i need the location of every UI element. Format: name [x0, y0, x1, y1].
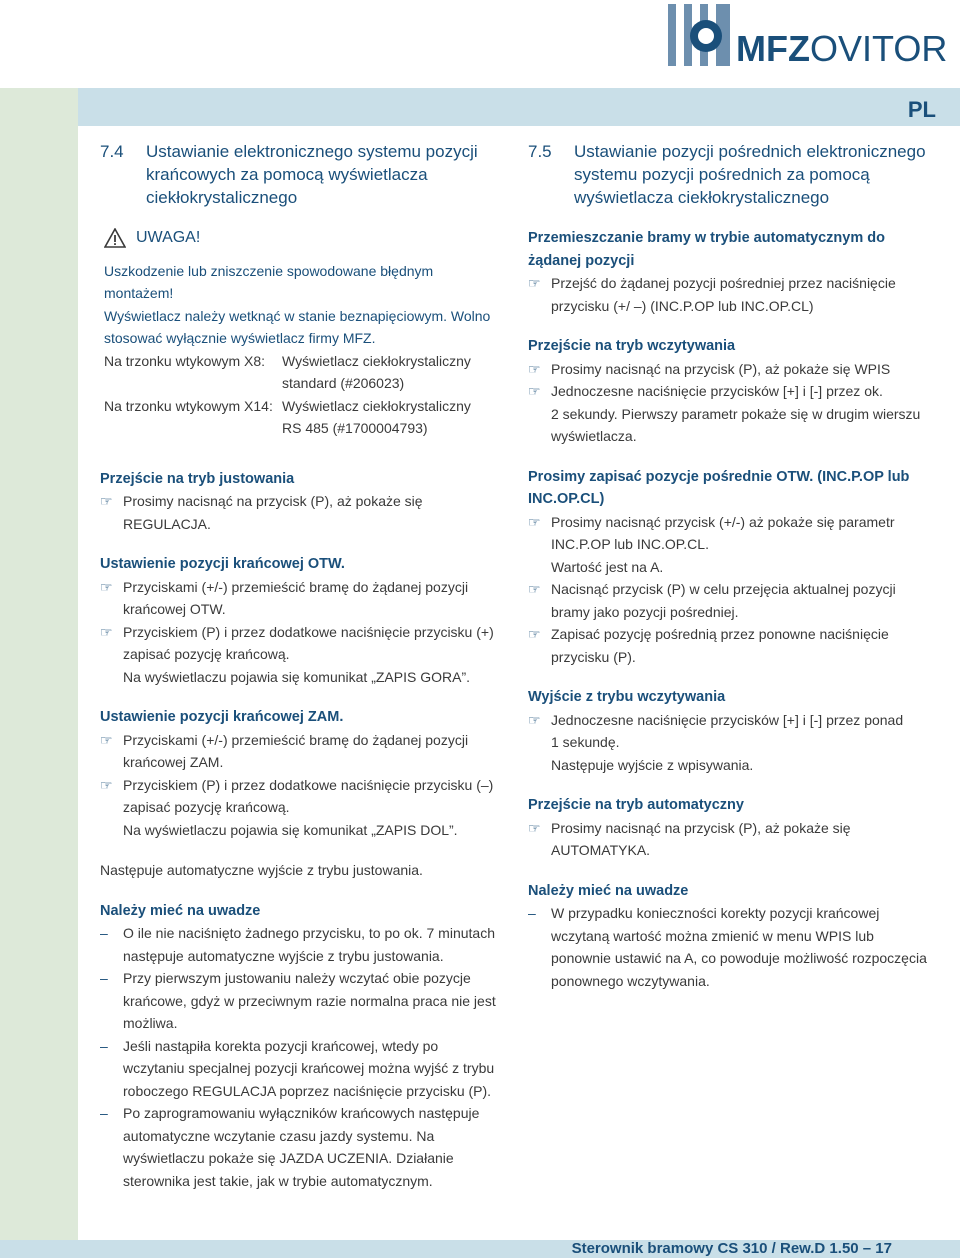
dash-icon: –	[100, 1037, 108, 1054]
logo-text-light: OVITOR	[809, 28, 948, 69]
note-text: Przy pierwszym justowaniu należy wczytać obie pozycje krańcowe, gdyż w przeciwnym razie normalna praca nie jest możliwa.	[123, 970, 496, 1031]
section-number: 7.5	[528, 142, 552, 161]
pointing-hand-icon: ☞	[100, 623, 113, 640]
connector-label: Na trzonku wtykowym X14:	[104, 397, 273, 414]
warning-text: Uszkodzenie lub zniszczenie spowodowane błędnym montażem!	[104, 262, 434, 301]
text-line: Na wyświetlaczu pojawia się komunikat „ZAPIS DOL”.	[123, 821, 458, 838]
list-item	[528, 380, 928, 448]
list-item	[100, 729, 500, 774]
pointing-hand-icon: ☞	[100, 493, 113, 509]
dash-icon: –	[528, 905, 536, 921]
pointing-hand-icon: ☞	[528, 360, 541, 377]
list-item	[100, 490, 500, 535]
list-item-text	[123, 774, 500, 842]
logo-wordmark	[736, 28, 947, 70]
text-line: Następuje wyjście z wpisywania.	[551, 756, 754, 773]
text-line: Przyciskiem (P) i przez dodatkowe naciśnięcie przycisku (+)	[123, 623, 494, 640]
pointing-hand-icon: ☞	[100, 578, 113, 595]
pointing-hand-icon: ☞	[100, 776, 113, 793]
dash-icon: –	[100, 970, 108, 986]
header-band	[78, 88, 960, 126]
list-item	[100, 576, 500, 621]
text-line: Jednoczesne naciśnięcie przycisków [+] i [-] przez ponad	[551, 711, 904, 728]
pointing-hand-icon: ☞	[100, 731, 113, 748]
subheading-adjust-mode: Przejście na tryb justowania	[100, 470, 295, 487]
connector-value-line: RS 485 (#1700004793)	[282, 420, 428, 436]
list-item-text: Prosimy nacisnąć na przycisk (P), aż pokaże się WPIS	[551, 360, 891, 377]
text-line: Przyciskami (+/-) przemieścić bramę do żądanej pozycji	[123, 578, 469, 595]
footer-page-label: Sterownik bramowy CS 310 / Rew.D 1.50 – 17	[571, 1240, 892, 1257]
text-line: INC.P.OP lub INC.OP.CL.	[551, 536, 709, 552]
subheading-move-gate: Przemieszczanie bramy w trybie automatycznym do żądanej pozycji	[528, 230, 885, 269]
text-line: zapisać pozycję krańcową.	[123, 799, 290, 815]
list-item-text	[123, 576, 500, 621]
list-item	[528, 623, 928, 668]
subheading-close-position: Ustawienie pozycji krańcowej ZAM.	[100, 709, 344, 725]
section-title: Ustawianie pozycji pośrednich elektronicznego systemu pozycji pośrednich za pomocą wyświetlacza ciekłokrystalicznego	[574, 142, 926, 207]
text-line: 1 sekundę.	[551, 734, 620, 750]
list-item	[528, 358, 928, 381]
dash-icon: –	[100, 1105, 108, 1121]
right-column	[528, 140, 928, 992]
list-item-text	[551, 511, 928, 579]
left-column	[100, 140, 500, 1192]
list-item-text	[551, 380, 928, 448]
text-line: zapisać pozycję krańcową.	[123, 646, 290, 662]
pointing-hand-icon: ☞	[528, 819, 541, 836]
connector-value-line: standard (#206023)	[282, 375, 405, 391]
auto-exit-text: Następuje automatyczne wyjście z trybu justowania.	[100, 862, 423, 878]
note-item	[100, 1035, 500, 1103]
note-item	[100, 1102, 500, 1192]
section-7-4-heading	[100, 140, 500, 209]
note-text: O ile nie naciśnięto żadnego przycisku, to po ok. 7 minutach następuje automatyczne wyjście z trybu justowania.	[123, 925, 495, 964]
list-item	[528, 709, 928, 777]
list-item-text: Prosimy nacisnąć na przycisk (P), aż pokaże się AUTOMATYKA.	[551, 819, 851, 858]
text-line: Przyciskami (+/-) przemieścić bramę do żądanej pozycji	[123, 731, 469, 748]
text-line: Wartość jest na A.	[551, 558, 664, 575]
section-number: 7.4	[100, 142, 124, 161]
note-text: Po zaprogramowaniu wyłączników krańcowych następuje automatyczne wczytanie czasu jazdy systemu. Na wyświetlaczu pokaże się JAZDA UCZENIA. Działanie sterownika jest takie, jak w trybie automatycznym.	[123, 1105, 480, 1189]
note-text: Jeśli nastąpiła korekta pozycji krańcowej, wtedy po wczytaniu specjalnej pozycji krańcowej można wyjść z trybu roboczego REGULACJA poprzez naciśnięcie przycisku (P).	[123, 1037, 495, 1099]
connector-value	[282, 395, 500, 440]
note-item	[528, 902, 928, 992]
list-item	[528, 511, 928, 579]
list-item-text: Nacisnąć przycisk (P) w celu przejęcia aktualnej pozycji bramy jako pozycji pośredniej.	[551, 581, 896, 620]
connector-label: Na trzonku wtykowym X8:	[104, 352, 266, 369]
note-text: W przypadku konieczności korekty pozycji krańcowej wczytaną wartość można zmienić w menu WPIS lub ponownie ustawić na A, co powoduje możliwość rozpoczęcia ponownego wczytywania.	[551, 905, 927, 989]
connector-row	[100, 350, 500, 395]
subheading-exit-teach: Wyjście z trybu wczytywania	[528, 689, 726, 705]
list-item-text: Prosimy nacisnąć na przycisk (P), aż pokaże się REGULACJA.	[123, 493, 423, 532]
subheading-auto-mode: Przejście na tryb automatyczny	[528, 797, 744, 813]
dash-icon: –	[100, 925, 108, 941]
subheading-notes: Należy mieć na uwadze	[100, 902, 261, 919]
section-title: Ustawianie elektronicznego systemu pozycji krańcowych za pomocą wyświetlacza ciekłokrystalicznego	[146, 142, 478, 207]
list-item	[528, 578, 928, 623]
warning-label: UWAGA!	[136, 229, 201, 246]
text-line: krańcowej OTW.	[123, 601, 226, 617]
list-item	[100, 621, 500, 689]
warning-triangle-icon	[104, 228, 126, 248]
list-item	[100, 774, 500, 842]
subheading-open-position: Ustawienie pozycji krańcowej OTW.	[100, 556, 345, 572]
list-item-text: Przejść do żądanej pozycji pośredniej przez naciśnięcie przycisku (+/ –) (INC.P.OP lub INC.OP.CL)	[551, 275, 896, 314]
list-item	[528, 817, 928, 862]
section-7-5-heading	[528, 140, 928, 209]
list-item-text	[123, 729, 500, 774]
left-sidebar-band	[0, 88, 78, 1240]
list-item-text: Zapisać pozycję pośrednią przez ponowne naciśnięcie przycisku (P).	[551, 626, 889, 665]
note-item	[100, 922, 500, 967]
connector-value-line: Wyświetlacz ciekłokrystaliczny	[282, 352, 471, 369]
pointing-hand-icon: ☞	[528, 711, 541, 728]
text-line: Na wyświetlaczu pojawia się komunikat „ZAPIS GORA”.	[123, 668, 470, 685]
text-line: krańcowej ZAM.	[123, 754, 224, 770]
pointing-hand-icon: ☞	[528, 383, 541, 399]
warning-heading	[104, 227, 500, 250]
note-item	[100, 967, 500, 1035]
warning-note: Wyświetlacz należy wetknąć w stanie beznapięciowym. Wolno stosować wyłącznie wyświetlacz firmy MFZ.	[104, 307, 491, 346]
pointing-hand-icon: ☞	[528, 275, 541, 291]
list-item	[528, 272, 928, 317]
language-label: PL	[907, 97, 936, 122]
text-line: 2 sekundy. Pierwszy parametr pokaże się w drugim wierszu wyświetlacza.	[551, 405, 921, 444]
text-line: Prosimy nacisnąć przycisk (+/-) aż pokaże się parametr	[551, 513, 895, 530]
pointing-hand-icon: ☞	[528, 581, 541, 597]
subheading-save-intermediate: Prosimy zapisać pozycje pośrednie OTW. (INC.P.OP lub INC.OP.CL)	[528, 468, 910, 507]
logo-text-bold: MFZ	[736, 28, 810, 69]
list-item-text	[551, 709, 928, 777]
subheading-notes: Należy mieć na uwadze	[528, 882, 689, 899]
text-line: Przyciskiem (P) i przez dodatkowe naciśnięcie przycisku (–)	[123, 776, 494, 793]
pointing-hand-icon: ☞	[528, 513, 541, 530]
connector-value-line: Wyświetlacz ciekłokrystaliczny	[282, 397, 471, 414]
connector-row	[100, 395, 500, 440]
pointing-hand-icon: ☞	[528, 626, 541, 642]
connector-value	[282, 350, 500, 395]
subheading-teach-mode: Przejście na tryb wczytywania	[528, 338, 736, 354]
list-item-text	[123, 621, 500, 689]
text-line: Jednoczesne naciśnięcie przycisków [+] i [-] przez ok.	[551, 383, 883, 399]
